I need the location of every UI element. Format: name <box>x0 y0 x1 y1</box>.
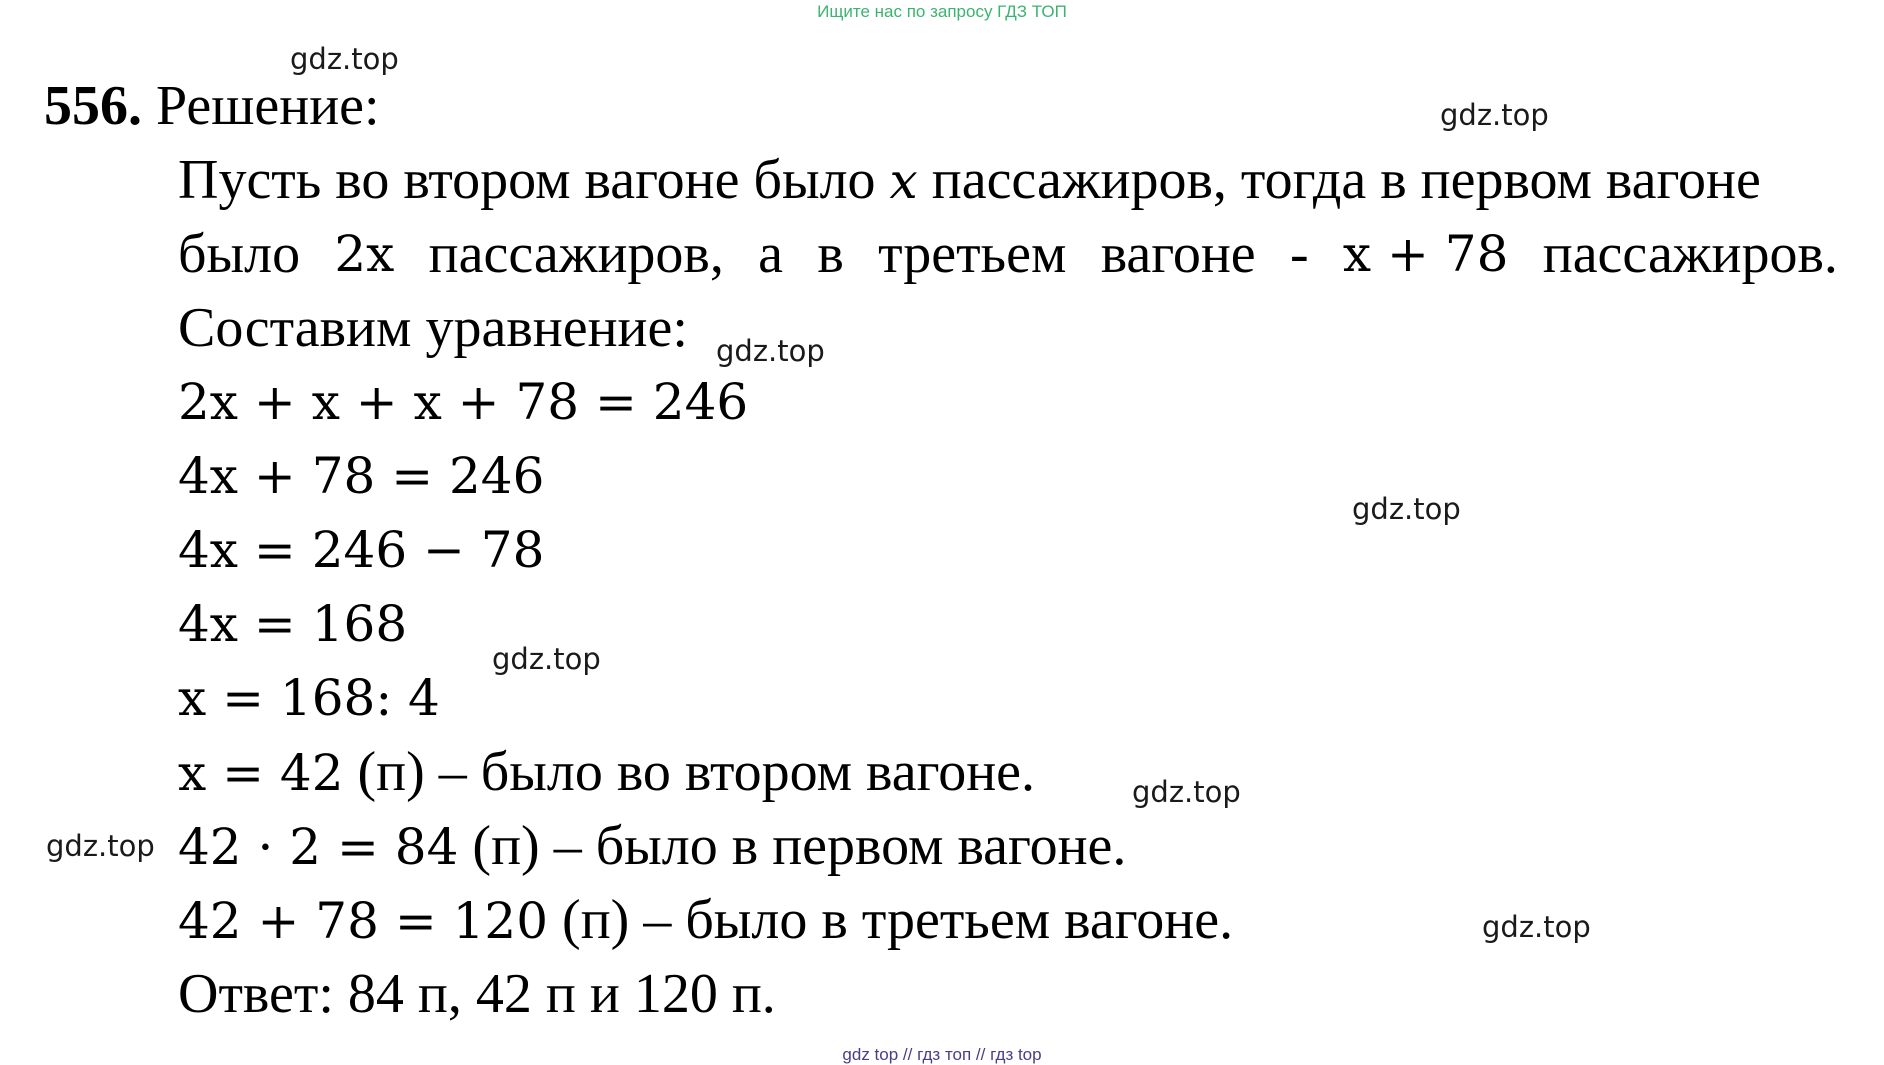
top-search-hint: Ищите нас по запросу ГДЗ ТОП <box>817 2 1067 21</box>
text-fragment: было <box>178 223 301 285</box>
text-fragment: пассажиров, тогда в первом вагоне <box>931 149 1761 211</box>
text-fragment: в <box>817 223 844 285</box>
text-fragment: вагоне <box>1100 223 1256 285</box>
watermark: gdz.top <box>1352 492 1461 526</box>
watermark: gdz.top <box>1482 910 1591 944</box>
problem-number: 556. <box>44 75 142 137</box>
solution-label: Решение: <box>156 75 380 137</box>
watermark: gdz.top <box>716 334 825 368</box>
equation-3: 4x = 246 − 78 <box>178 521 545 579</box>
math-expression: 42 + 78 = 120 <box>178 892 549 950</box>
watermark: gdz.top <box>1440 98 1549 132</box>
footer-watermark: gdz top // гдз топ // гдз top <box>842 1045 1042 1064</box>
text-fragment: (п) – было во втором вагоне. <box>343 741 1036 803</box>
equation-5: x = 168: 4 <box>178 669 440 727</box>
variable-x: x <box>889 152 918 210</box>
equation-7 <box>178 814 1838 879</box>
watermark: gdz.top <box>46 829 155 863</box>
text-fragment: третьем <box>878 223 1067 285</box>
text-fragment: - <box>1289 223 1309 285</box>
equation-6 <box>178 740 1838 805</box>
text-line-1 <box>178 148 1838 213</box>
equation-4: 4x = 168 <box>178 595 408 653</box>
math-expression: x + 78 <box>1342 225 1509 283</box>
math-expression: 2x <box>334 225 395 283</box>
text-fragment: (п) – было в первом вагоне. <box>458 815 1127 877</box>
text-fragment: (п) – было в третьем вагоне. <box>548 889 1234 951</box>
watermark: gdz.top <box>290 42 399 76</box>
math-expression: 42 · 2 = 84 <box>178 818 459 876</box>
text-fragment: Пусть во втором вагоне было <box>178 149 876 211</box>
text-fragment: пассажиров, <box>428 223 724 285</box>
math-expression: x = 42 <box>178 744 344 802</box>
watermark: gdz.top <box>492 642 601 676</box>
text-fragment: пассажиров. <box>1542 223 1838 285</box>
answer-line: Ответ: 84 п, 42 п и 120 п. <box>178 963 776 1025</box>
text-line-2 <box>178 222 1838 286</box>
equation-1: 2x + x + x + 78 = 246 <box>178 373 749 431</box>
equation-2: 4x + 78 = 246 <box>178 447 545 505</box>
problem-heading <box>44 74 380 138</box>
text-fragment: а <box>758 223 784 285</box>
text-line-3: Составим уравнение: <box>178 297 688 359</box>
watermark: gdz.top <box>1132 775 1241 809</box>
